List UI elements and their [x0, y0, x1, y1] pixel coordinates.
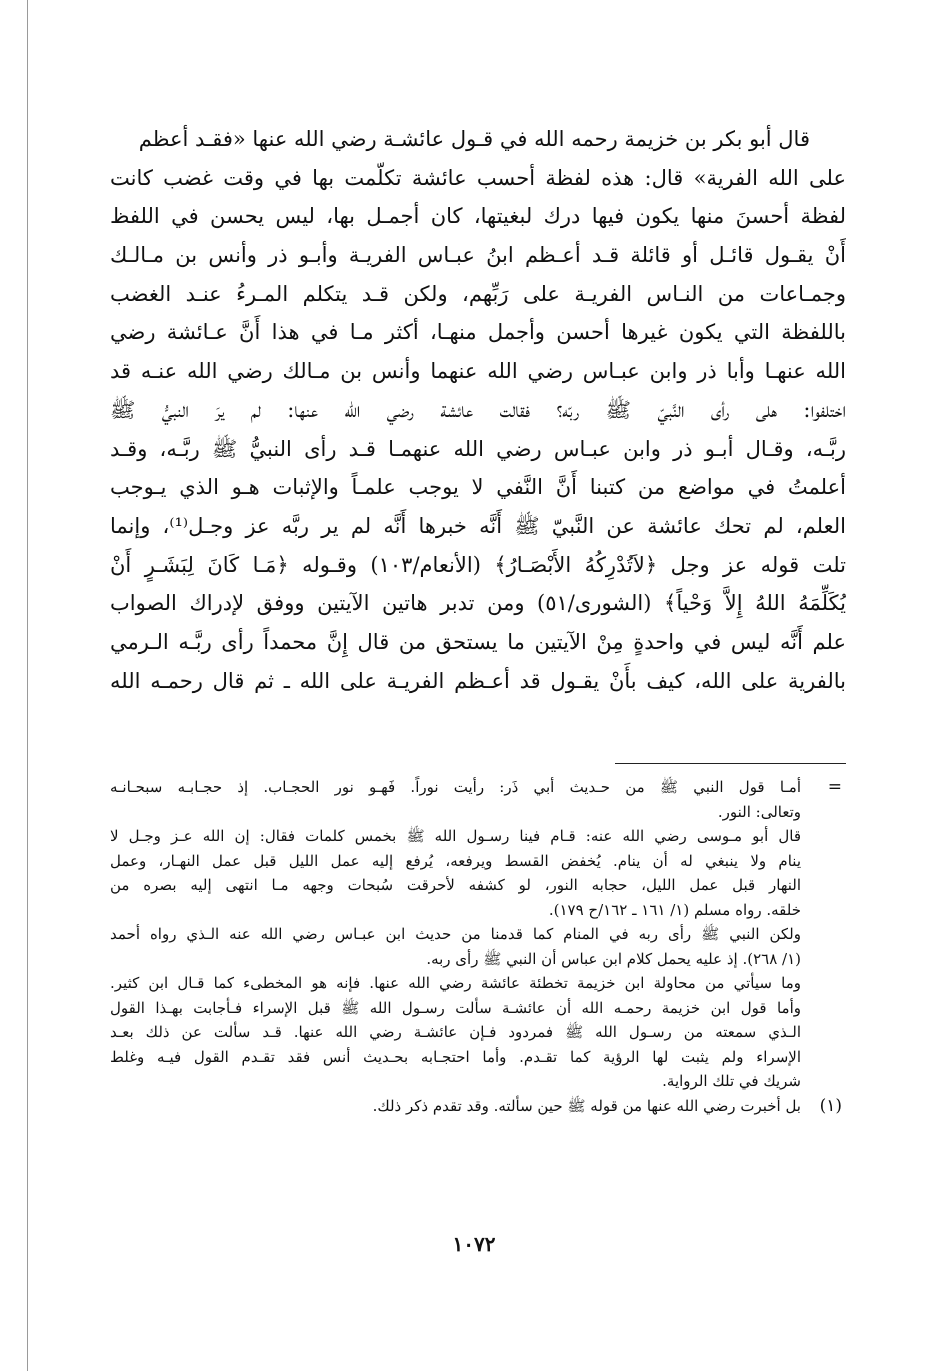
- main-text-line: لفظة أحسنَ منها يكون فيها درك لبغيتها، كان أجمـل بها، ليس يحسن في اللفظ: [110, 204, 846, 229]
- footnote-line: ينام ولا ينبغي له أن ينام. يُخفض القسط ويرفعه، يُرفع إليه عمل الليل قبل عمل النهـار، وعمل: [110, 851, 801, 870]
- footnote-line: وتعالى: النور.: [717, 802, 801, 821]
- footnote-line: وأما قول ابن خزيمة رحمـه الله أن عائشـة سألت رسـول الله ﷺ قبل الإسراء فـأجابت بهـذا القول: [110, 998, 801, 1017]
- footnote-line: الـذي سمعته من رسـول الله ﷺ فمردود فـإن عائشـة رضي الله عنها. قـد سألت عن ذلك بعـد: [110, 1023, 801, 1041]
- main-text-line: وجمـاعات من النـاس الفريـة على رَبِّهم، ولكن قـد يتكلم المـرءُ عنـد الغضب: [110, 281, 846, 306]
- footnote-separator: [615, 763, 846, 764]
- footnote-line: بل أخبرت رضي الله عنها من قوله ﷺ حين سألته. وقد تقدم ذكر ذلك.: [372, 1096, 801, 1115]
- main-text-line: أَنْ يقـول قائـل أو قائلة قـد أعـظم ابنُ عبـاس الفريـة وأبـو ذر وأنس بن مـالـك: [110, 243, 846, 268]
- main-text-line: علم أَنَّه ليس في واحدةٍ مِنْ الآيتين ما يستحق من قال إِنَّ محمداً رأى ربَّـه الـرمي: [110, 629, 846, 654]
- footnote: [110, 775, 846, 824]
- main-text: [110, 120, 846, 700]
- footnotes: [110, 775, 846, 1118]
- footnote-line: وما سيأتي من محاولة ابن خزيمة تخطئة عائشة رضي الله عنها. فإنه هو المخطىء كما قـال ابن كثير.: [110, 974, 801, 992]
- footnote: [110, 824, 846, 922]
- footnote: [110, 971, 846, 1094]
- main-text-line: العلم، لم تحك عائشة عن النَّبيّ ﷺ أَنَّه خبرها أَنَّه لم ير ربَّه عز وجـل⁽¹⁾، وإنما: [110, 513, 846, 538]
- footnote-line: شريك في تلك الرواية.: [662, 1072, 801, 1090]
- footnote-line: خلقه. رواه مسلم (١/ ١٦١ ـ ١٦٢/ح ١٧٩).: [548, 900, 801, 919]
- footnote: [110, 922, 846, 971]
- footnote-line: قال أبو مـوسى رضي الله عنه: قـام فينا رسـول الله ﷺ بخمس كلمات فقال: إن الله عـز وجـل لا: [110, 827, 801, 845]
- main-text-line: اختلفوا: هلى رأى النَّبيّ ﷺ ربّه؟ فقالت عائشة رضي الله عنها: لم يرَ النبيُّ ﷺ: [110, 397, 846, 422]
- main-text-line: الله عنهـا وأبا ذر وابن عبـاس رضي الله عنهما وأنس بن مـالك رضي الله عنـه قد: [110, 359, 846, 384]
- main-text-line: بالفرية على الله، كيف بأَنْ يقـول قد أعـظم الفريـة على الله ـ ثم قال رحمـه الله: [110, 668, 846, 693]
- main-text-line: أعلمتُ في مواضع من كتبنا أَنَّ النَّفي لا يوجب علمـاً والإثبات هـو الذي يـوجب: [110, 475, 846, 500]
- footnote-line: الإسراء ولم يثبت لها الرؤية كما تقـدم. وأما احتجـابه بحـديث أنس فقد تقـدم القول فيـه وغلط: [110, 1047, 801, 1066]
- main-text-line: ربَّـه، وقـال أبـو ذر وابن عبـاس رضي الله عنهمـا قـد رأى النبيُّ ﷺ ربَّـه، وقـد: [110, 436, 846, 461]
- page-edge-line: [27, 0, 28, 1371]
- footnote-line: (١/ ٢٦٨). إذ عليه يحمل كلام ابن عباس أن النبي ﷺ رأى ربه.: [426, 949, 801, 968]
- footnote: [110, 1094, 846, 1119]
- footnote-marker: (١): [819, 1095, 842, 1116]
- main-text-line: على الله الفرية» قال: هذه لفظة أحسب عائشة تكلّمت بها في وقت غضب كانت: [110, 165, 846, 190]
- main-text-line: يُكَلِّمَهُ اللهُ إِلاَّ وَحْياً﴾ (الشورى/٥١) ومن تدبر هاتين الآيتين ووفق لإدراك الصواب: [110, 591, 846, 616]
- page-number: ١٠٧٢: [452, 1232, 496, 1256]
- footnote-marker: =: [827, 777, 842, 797]
- footnote-line: أمـا قول النبي ﷺ من حـديث أبي ذَر: رأيت نوراً. فَهـو نور الحجـاب. إذ حجـابـه سبحـانـه: [110, 778, 801, 796]
- main-text-line: تلت قوله عز وجل ﴿لاَتُدْرِكُهُ الأَبْصَـارُ﴾ (الأنعام/١٠٣) وقـوله ﴿مَـا كَانَ لِبَشَـرٍ أَنْ: [110, 552, 846, 577]
- footnote-line: النهار قبل عمل الليل، حجابه النور، لو كشفه لأحرقت سُبحات وجهه مـا انتهى إليه بصره من: [110, 876, 801, 894]
- footnote-line: ولكن النبي ﷺ رأى ربه في المنام كما قدمنا من حديث ابن عبـاس رضي الله عنه الـذي رواه أحمد: [110, 925, 801, 943]
- main-text-line: قال أبو بكر بن خزيمة رحمه الله في قـول عائشـة رضي الله عنها «فقـد أعظم: [138, 127, 810, 151]
- main-text-line: باللفظة التي يكون غيرها أحسن وأجمل منهـا، أكثر مـا في هذا أَنَّ عـائشة رضي: [110, 320, 846, 345]
